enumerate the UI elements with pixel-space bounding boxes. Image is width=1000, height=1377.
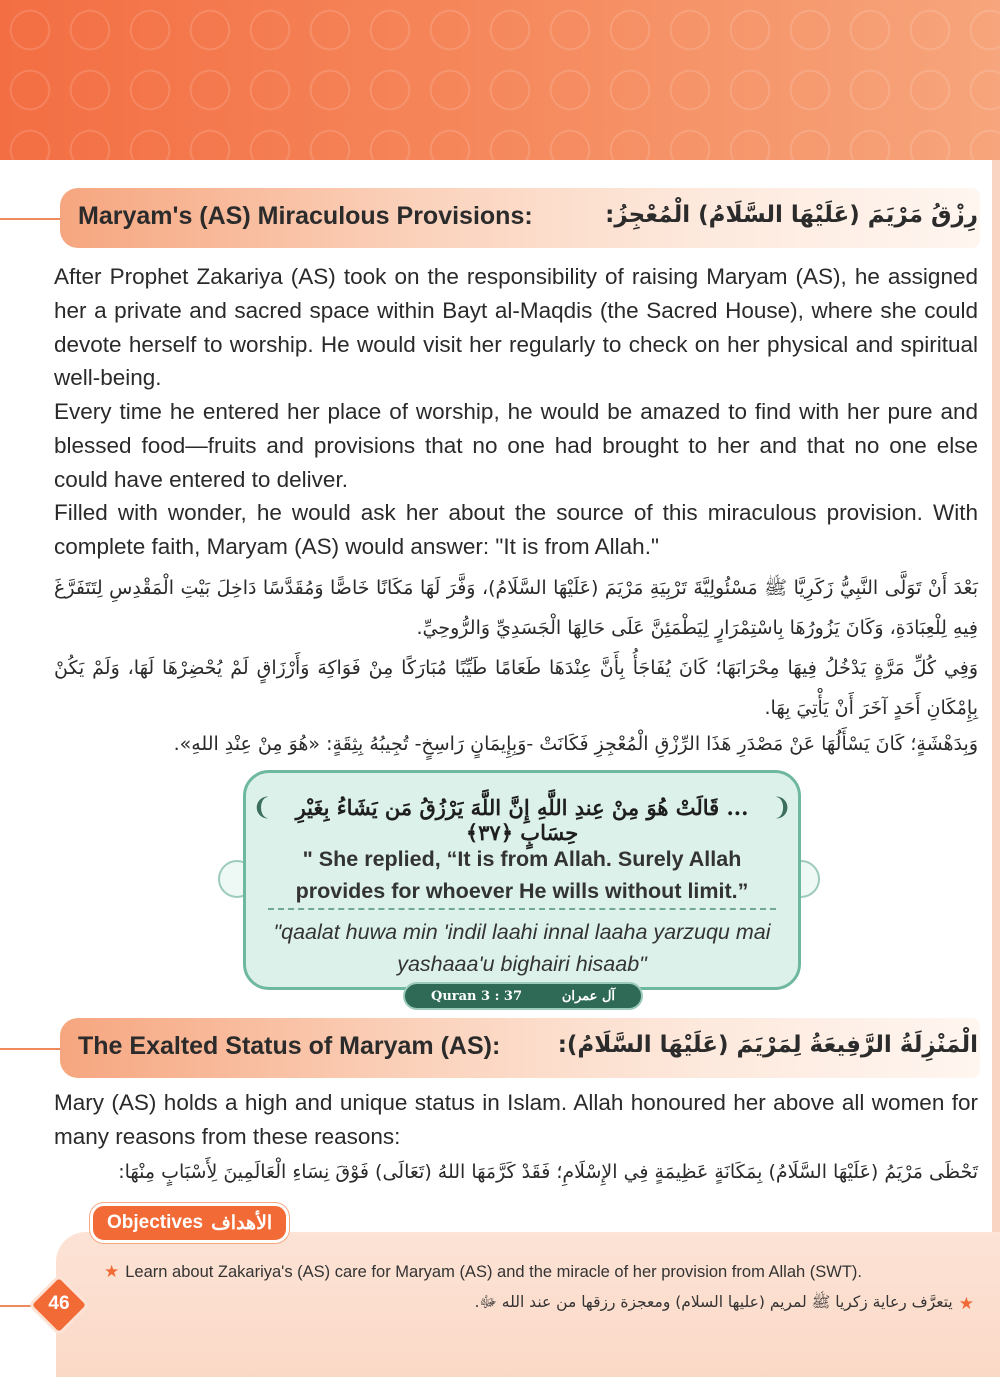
page-number-badge	[37, 1283, 81, 1327]
status-paragraph-en: Mary (AS) holds a high and unique status in Islam. Allah honoured her above all women for many reasons from these reasons:	[54, 1090, 978, 1149]
section-title-en: Maryam's (AS) Miraculous Provisions:	[78, 202, 533, 230]
paragraph-ar-3: وَبِدَهْشَةٍ؛ كَانَ يَسْأَلُهَا عَنْ مَصْدَرِ هَذَا الرِّزْقِ الْمُعْجِزِ فَكَانَتْ -وَبِإِيمَانٍ رَاسِخٍ- تُجِيبُهُ بِثِقَةٍ: «هُوَ مِنْ عِنْدِ اللهِ».	[173, 733, 978, 755]
verse-reference	[403, 982, 643, 1010]
banner-pattern	[0, 0, 1000, 160]
verse-translation: " She replied, “It is from Allah. Surely Allah provides for whoever He wills without limit.”	[295, 847, 749, 903]
quran-verse-box	[243, 770, 801, 990]
paragraph-en-2: Every time he entered her place of worship, he would be amazed to find with her pure and blessed food—fruits and provisions that no one had brought to her and that no one else could have entered to deliver.	[54, 399, 978, 492]
star-icon: ★	[958, 1293, 974, 1314]
header-lead-line	[0, 1048, 60, 1050]
header-lead-line	[0, 218, 60, 220]
page-edge	[992, 160, 1000, 1377]
objective-item-en	[104, 1262, 862, 1282]
section-title-ar: الْمَنْزِلَةُ الرَّفِيعَةُ لِمَرْيَمَ (عَلَيْهَا السَّلَامُ):	[557, 1032, 978, 1058]
paragraph-en-3: Filled with wonder, he would ask her about the source of this miraculous provision. With complete faith, Maryam (AS) would answer: "It is from Allah."	[54, 500, 978, 559]
objectives-label-ar: الأهداف	[211, 1212, 273, 1234]
paragraph-ar-1: بَعْدَ أَنْ تَوَلَّى النَّبِيُّ زَكَرِيَّا ﷺ مَسْئُولِيَّةَ تَرْبِيَةِ مَرْيَمَ (عَلَيْهَا السَّلَامُ)، وَفَّرَ لَهَا مَكَانًا خَاصًّا وَمُقَدَّسًا دَاخِلَ بَيْتِ الْمَقْدِسِ لِتَتَفَرَّغَ فِيهِ لِلْعِبَادَةِ، وَكَانَ يَزُورُهَا بِاسْتِمْرَارٍ لِيَطْمَئِنَّ عَلَى حَالِهَا الْجَسَدِيِّ وَالرُّوحِيِّ.	[54, 577, 978, 639]
page-number: 46	[48, 1293, 70, 1314]
objectives-label-en: Objectives	[107, 1212, 204, 1233]
verse-transliteration: "qaalat huwa min 'indil laahi innal laaha yarzuqu mai yashaaa'u bighairi hisaab"	[273, 920, 771, 976]
objective-item-ar	[474, 1292, 974, 1315]
page-number-line	[0, 1305, 34, 1307]
paragraph-ar-2: وَفِي كُلِّ مَرَّةٍ يَدْخُلُ فِيهَا مِحْرَابَهَا؛ كَانَ يُفَاجَأُ بِأَنَّ عِنْدَهَا طَعَامًا طَيِّبًا مُبَارَكًا مِنْ فَوَاكِهَ وَأَرْزَاقٍ لَمْ يُحْضِرْهَا لَهَا، وَلَمْ يَكُنْ بِإِمْكَانِ أَحَدٍ آخَرَ أَنْ يَأْتِيَ بِهَا.	[54, 657, 978, 719]
section-header-provisions	[0, 188, 1000, 250]
section-title-ar: رِزْقُ مَرْيَمَ (عَلَيْهَا السَّلَامُ) الْمُعْجِزُ:	[605, 202, 978, 228]
objectives-tab	[90, 1203, 289, 1243]
star-icon: ★	[104, 1262, 120, 1281]
top-banner	[0, 0, 1000, 160]
section-title-en: The Exalted Status of Maryam (AS):	[78, 1032, 501, 1060]
objective-text-ar: يتعرَّف رعاية زكريا ﷺ لمريم (عليها السلام) ومعجزة رزقها من عند الله ﷻ.	[474, 1293, 953, 1311]
objective-text-en: Learn about Zakariya's (AS) care for Maryam (AS) and the miracle of her provision from Allah (SWT).	[125, 1262, 862, 1281]
verse-divider	[268, 908, 776, 910]
status-paragraph-ar: تَحْظَى مَرْيَمُ (عَلَيْهَا السَّلَامُ) بِمَكَانَةٍ عَظِيمَةٍ فِي الإِسْلَامِ؛ فَقَدْ كَرَّمَهَا اللهُ (تَعَالَى) فَوْقَ نِسَاءِ الْعَالَمِينَ لِأَسْبَابٍ مِنْهَا:	[118, 1161, 978, 1183]
verse-reference-en: Quran 3 : 37	[431, 988, 523, 1004]
section-header-status	[0, 1018, 1000, 1080]
verse-arabic: ... قَالَتْ هُوَ مِنْ عِندِ اللَّهِ إِنَّ اللَّهَ يَرْزُقُ مَن يَشَاءُ بِغَيْرِ حِسَابٍ ﴿٣٧﴾	[295, 795, 749, 845]
verse-bracket-right-icon: ❩	[771, 793, 792, 821]
paragraph-en-1: After Prophet Zakariya (AS) took on the responsibility of raising Maryam (AS), he assigned her a private and sacred space within Bayt al-Maqdis (the Sacred House), where she could devote herself to worship. He would visit her regularly to check on her physical and spiritual well-being.	[54, 264, 978, 391]
verse-reference-ar: آل عمران	[561, 988, 615, 1004]
verse-bracket-left-icon: ❨	[252, 793, 273, 821]
